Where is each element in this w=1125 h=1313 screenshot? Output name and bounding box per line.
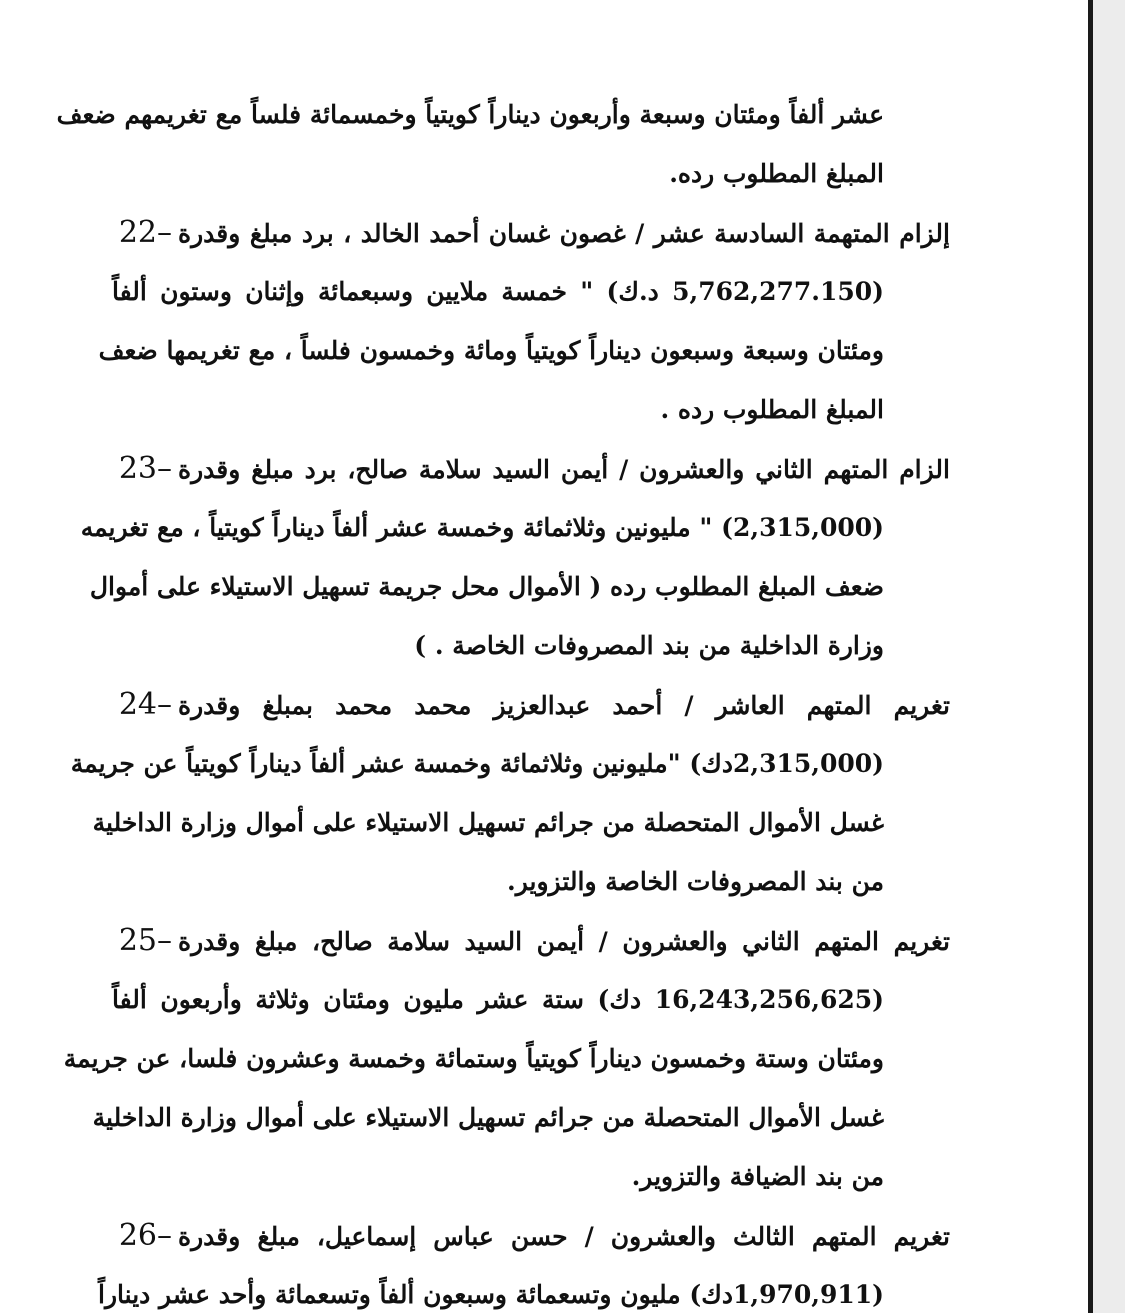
- item-25-line-1: تغريم المتهم الثاني والعشرون / أيمن السيد سلامة صالح، مبلغ وقدرة: [178, 927, 950, 956]
- item-26-line-2: (1,970,911دك) مليون وتسعمائة وسبعون ألفاً وتسعمائة وأحد عشر ديناراً: [98, 1280, 884, 1309]
- item-22-number: 22: [118, 215, 157, 250]
- item-number-25: [112, 911, 178, 970]
- item-25-number: 25: [118, 923, 157, 958]
- item-23-line-2: (2,315,000) " مليونين وثلاثمائة وخمسة عشر ألفاً ديناراً كويتياً ، مع تغريمه: [80, 513, 884, 542]
- item-23-line-1: الزام المتهم الثاني والعشرون / أيمن السيد سلامة صالح، برد مبلغ وقدرة: [178, 455, 950, 484]
- document-body: [56, 85, 950, 1313]
- item-23-number: 23: [118, 451, 157, 486]
- item-22-line-2: (5,762,277.150 د.ك) " خمسة ملايين وسبعمائة وإثنان وستون ألفاً: [112, 277, 884, 306]
- item-number-22: [112, 203, 178, 262]
- item-23-line-4: وزارة الداخلية من بند المصروفات الخاصة . ): [414, 631, 884, 660]
- item-25-line-2: (16,243,256,625 دك) ستة عشر مليون ومئتان وثلاثة وأربعون ألفاً: [112, 985, 884, 1014]
- item-22-line-1: إلزام المتهمة السادسة عشر / غصون غسان أحمد الخالد ، برد مبلغ وقدرة: [178, 219, 950, 248]
- item-24-dash: –: [157, 687, 172, 722]
- item-26-dash: –: [157, 1218, 172, 1253]
- list-item-26: [112, 1206, 950, 1265]
- item-number-23: [112, 439, 178, 498]
- lead-line-1: عشر ألفاً ومئتان وسبعة وأربعون ديناراً كويتياً وخمسمائة فلساً مع تغريمهم ضعف: [56, 100, 884, 129]
- item-24-line-4: من بند المصروفات الخاصة والتزوير.: [507, 867, 884, 896]
- item-25-line-4: غسل الأموال المتحصلة من جرائم تسهيل الاستيلاء على أموال وزارة الداخلية: [92, 1103, 884, 1132]
- list-item-24: [112, 675, 950, 734]
- item-24-number: 24: [118, 687, 157, 722]
- item-25-line-5: من بند الضيافة والتزوير.: [631, 1162, 884, 1191]
- item-26-number: 26: [118, 1218, 157, 1253]
- item-22-line-4: المبلغ المطلوب رده .: [660, 395, 884, 424]
- list-item-23: [112, 439, 950, 498]
- item-number-26: [112, 1206, 178, 1265]
- item-25-dash: –: [157, 923, 172, 958]
- lead-line-2: المبلغ المطلوب رده.: [669, 159, 884, 188]
- item-24-line-3: غسل الأموال المتحصلة من جرائم تسهيل الاستيلاء على أموال وزارة الداخلية: [92, 808, 884, 837]
- item-26-line-1: تغريم المتهم الثالث والعشرون / حسن عباس إسماعيل، مبلغ وقدرة: [178, 1222, 950, 1251]
- item-25-line-3: ومئتان وستة وخمسون ديناراً كويتياً وستمائة وخمسة وعشرون فلسا، عن جريمة: [63, 1044, 884, 1073]
- item-24-line-2: (2,315,000دك) "مليونين وثلاثمائة وخمسة عشر ألفاً ديناراً كويتياً عن جريمة: [70, 749, 884, 778]
- list-item-25: [112, 911, 950, 970]
- item-23-line-3: ضعف المبلغ المطلوب رده ( الأموال محل جريمة تسهيل الاستيلاء على أموال: [89, 572, 884, 601]
- item-23-dash: –: [157, 451, 172, 486]
- item-number-24: [112, 675, 178, 734]
- list-item-22: [112, 203, 950, 262]
- item-22-dash: –: [157, 215, 172, 250]
- page-edge-divider: [1088, 0, 1093, 1313]
- item-22-line-3: ومئتان وسبعة وسبعون ديناراً كويتياً ومائة وخمسون فلساً ، مع تغريمها ضعف: [98, 336, 884, 365]
- item-24-line-1: تغريم المتهم العاشر / أحمد عبدالعزيز محمد محمد بمبلغ وقدرة: [178, 691, 950, 720]
